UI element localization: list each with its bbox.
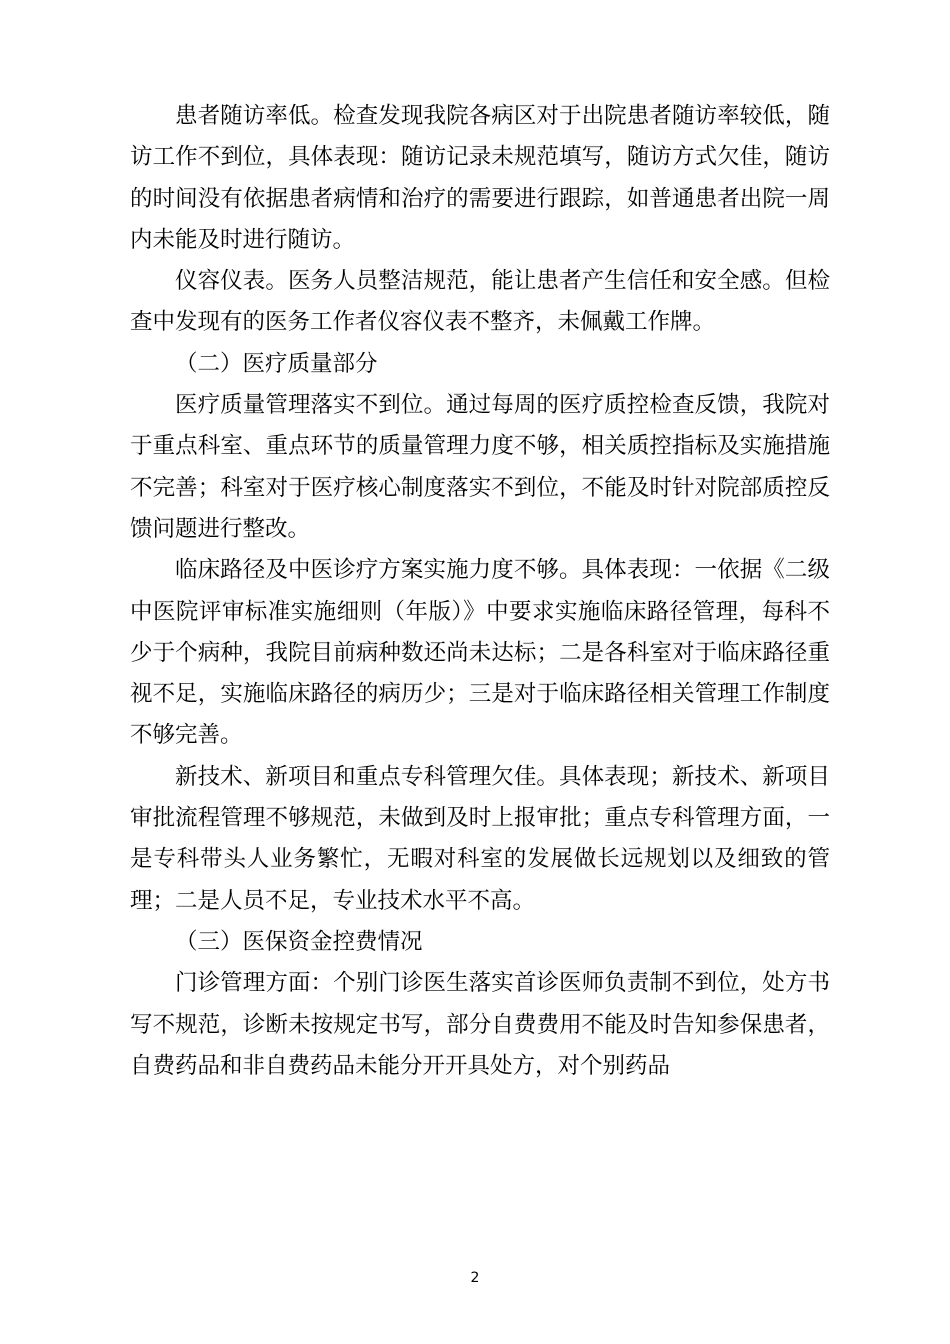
paragraph-patient-followup: 患者随访率低。检查发现我院各病区对于出院患者随访率较低，随访工作不到位，具体表现：随访记录未规范填写，随访方式欠佳，随访的时间没有依据患者病情和治疗的需要进行跟踪，如普通患者出院一周内未能及时进行随访。 xyxy=(130,103,830,253)
paragraph-appearance: 仪容仪表。医务人员整洁规范，能让患者产生信任和安全感。但检查中发现有的医务工作者仪容仪表不整齐，未佩戴工作牌。 xyxy=(130,268,830,336)
paragraph-clinical-pathway: 临床路径及中医诊疗方案实施力度不够。具体表现：一依据《二级中医院评审标准实施细则（年版）》中要求实施临床路径管理，每科不少于个病种，我院目前病种数还尚未达标；二是各科室对于临床路径重视不足，实施临床路径的病历少；三是对于临床路径相关管理工作制度不够完善。 xyxy=(130,557,830,749)
paragraph-new-technology: 新技术、新项目和重点专科管理欠佳。具体表现；新技术、新项目审批流程管理不够规范，未做到及时上报审批；重点专科管理方面，一是专科带头人业务繁忙，无暇对科室的发展做长远规划以及细致的管理；二是人员不足，专业技术水平不高。 xyxy=(130,763,830,914)
paragraph-outpatient-management: 门诊管理方面：个别门诊医生落实首诊医师负责制不到位，处方书写不规范，诊断未按规定书写，部分自费费用不能及时告知参保患者，自费药品和非自费药品未能分开开具处方，对个别药品 xyxy=(130,970,830,1079)
document-body xyxy=(130,96,830,1087)
paragraph-quality-management: 医疗质量管理落实不到位。通过每周的医疗质控检查反馈，我院对于重点科室、重点环节的质量管理力度不够，相关质控指标及实施措施不完善；科室对于医疗核心制度落实不到位，不能及时针对院部质控反馈问题进行整改。 xyxy=(130,392,830,542)
page-number: 2 xyxy=(470,1270,480,1286)
section-heading-insurance-fund: （三）医保资金控费情况 xyxy=(175,928,423,955)
section-heading-medical-quality: （二）医疗质量部分 xyxy=(175,350,378,377)
